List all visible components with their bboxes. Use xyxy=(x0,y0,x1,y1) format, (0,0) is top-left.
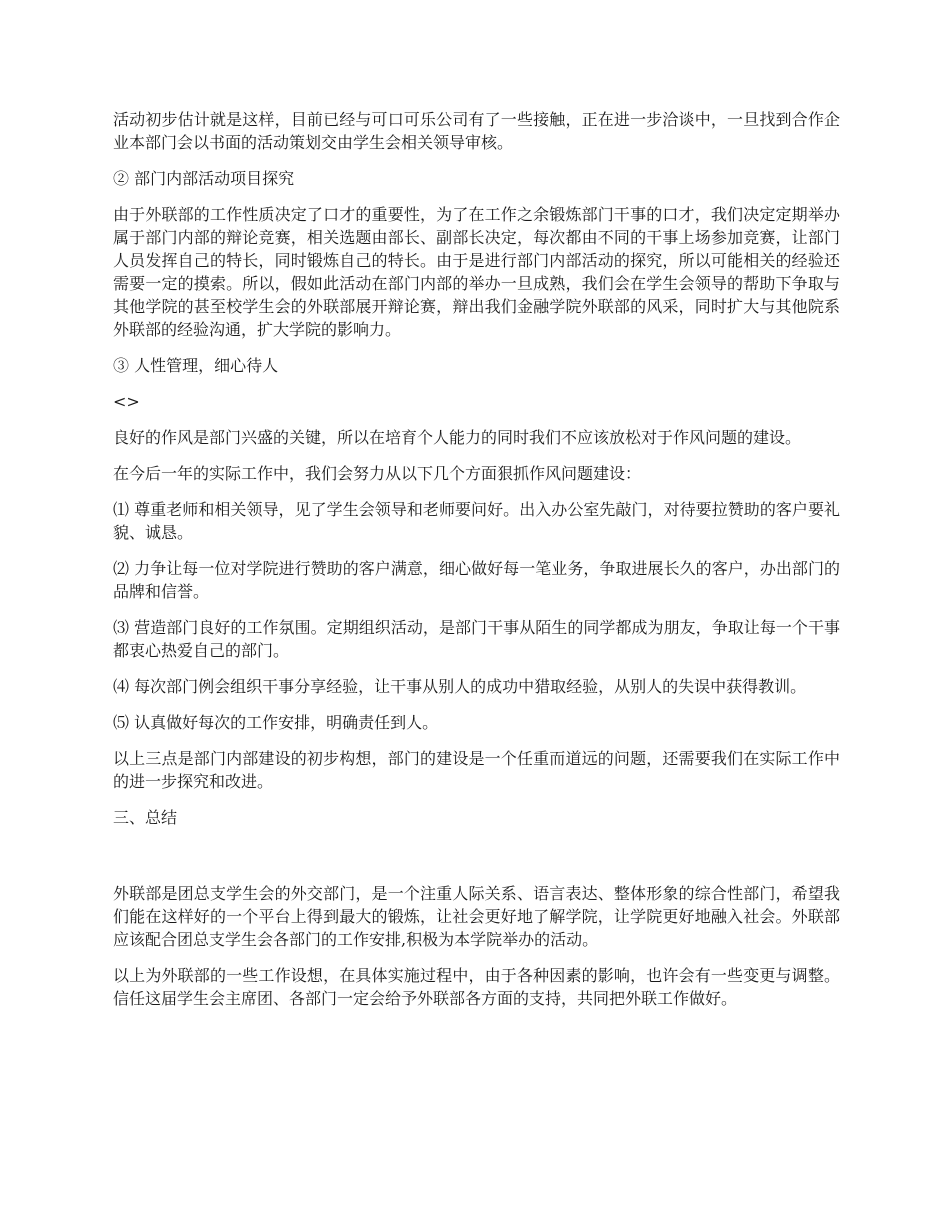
list-item-responsibility: ⑸ 认真做好每次的工作安排，明确责任到人。 xyxy=(113,713,439,732)
section-spacer xyxy=(113,842,840,882)
list-item-share-experience: ⑷ 每次部门例会组织干事分享经验，让干事从别人的成功中猎取经验，从别人的失误中获得教训。 xyxy=(113,677,807,696)
heading-summary: 三、总结 xyxy=(113,808,178,827)
heading-humane-management: ③ 人性管理，细心待人 xyxy=(113,356,279,375)
heading-internal-activity: ② 部门内部活动项目探究 xyxy=(113,169,295,188)
list-item-respect: ⑴ 尊重老师和相关领导，见了学生会领导和老师要问好。出入办公室先敲门，对待要拉赞助的客户要礼貌、诚恳。 xyxy=(113,500,840,542)
placeholder-marker: <> xyxy=(113,392,140,411)
paragraph-work-style: 良好的作风是部门兴盛的关键，所以在培育个人能力的同时我们不应该放松对于作风问题的建设。 xyxy=(113,428,802,447)
paragraph-debate-competition: 由于外联部的工作性质决定了口才的重要性，为了在工作之余锻炼部门干事的口才，我们决定定期举办属于部门内部的辩论竞赛，相关选题由部长、副部长决定，每次都由不同的干事上场参加竞赛，让部门人员发挥自己的特长，同时锻炼自己的特长。由于是进行部门内部活动的探究，所以可能相关的经验还需要一定的摸索。所以，假如此活动在部门内部的举办一旦成熟，我们会在学生会领导的帮助下争取与其他学院的甚至校学生会的外联部展开辩论赛，辩出我们金融学院外联部的风采，同时扩大与其他院系外联部的经验沟通，扩大学院的影响力。 xyxy=(113,205,840,339)
list-item-customer-satisfaction: ⑵ 力争让每一位对学院进行赞助的客户满意，细心做好每一笔业务，争取进展长久的客户，办出部门的品牌和信誉。 xyxy=(113,559,840,601)
document-page xyxy=(113,108,840,1023)
paragraph-activity-estimate: 活动初步估计就是这样，目前已经与可口可乐公司有了一些接触，正在进一步洽谈中，一旦找到合作企业本部门会以书面的活动策划交由学生会相关领导审核。 xyxy=(113,110,840,152)
list-item-atmosphere: ⑶ 营造部门良好的工作氛围。定期组织活动，是部门干事从陌生的同学都成为朋友，争取让每一个干事都衷心热爱自己的部门。 xyxy=(113,618,840,660)
paragraph-closing: 以上为外联部的一些工作设想，在具体实施过程中，由于各种因素的影响，也许会有一些变更与调整。信任这届学生会主席团、各部门一定会给予外联部各方面的支持，共同把外联工作做好。 xyxy=(113,966,840,1008)
paragraph-department-role: 外联部是团总支学生会的外交部门，是一个注重人际关系、语言表达、整体形象的综合性部门，希望我们能在这样好的一个平台上得到最大的锻炼，让社会更好地了解学院，让学院更好地融入社会。外联部应该配合团总支学生会各部门的工作安排,积极为本学院举办的活动。 xyxy=(113,884,840,949)
paragraph-work-style-intro: 在今后一年的实际工作中，我们会努力从以下几个方面狠抓作风问题建设： xyxy=(113,464,642,483)
paragraph-construction-summary: 以上三点是部门内部建设的初步构想，部门的建设是一个任重而道远的问题，还需要我们在实际工作中的进一步探究和改进。 xyxy=(113,749,840,791)
